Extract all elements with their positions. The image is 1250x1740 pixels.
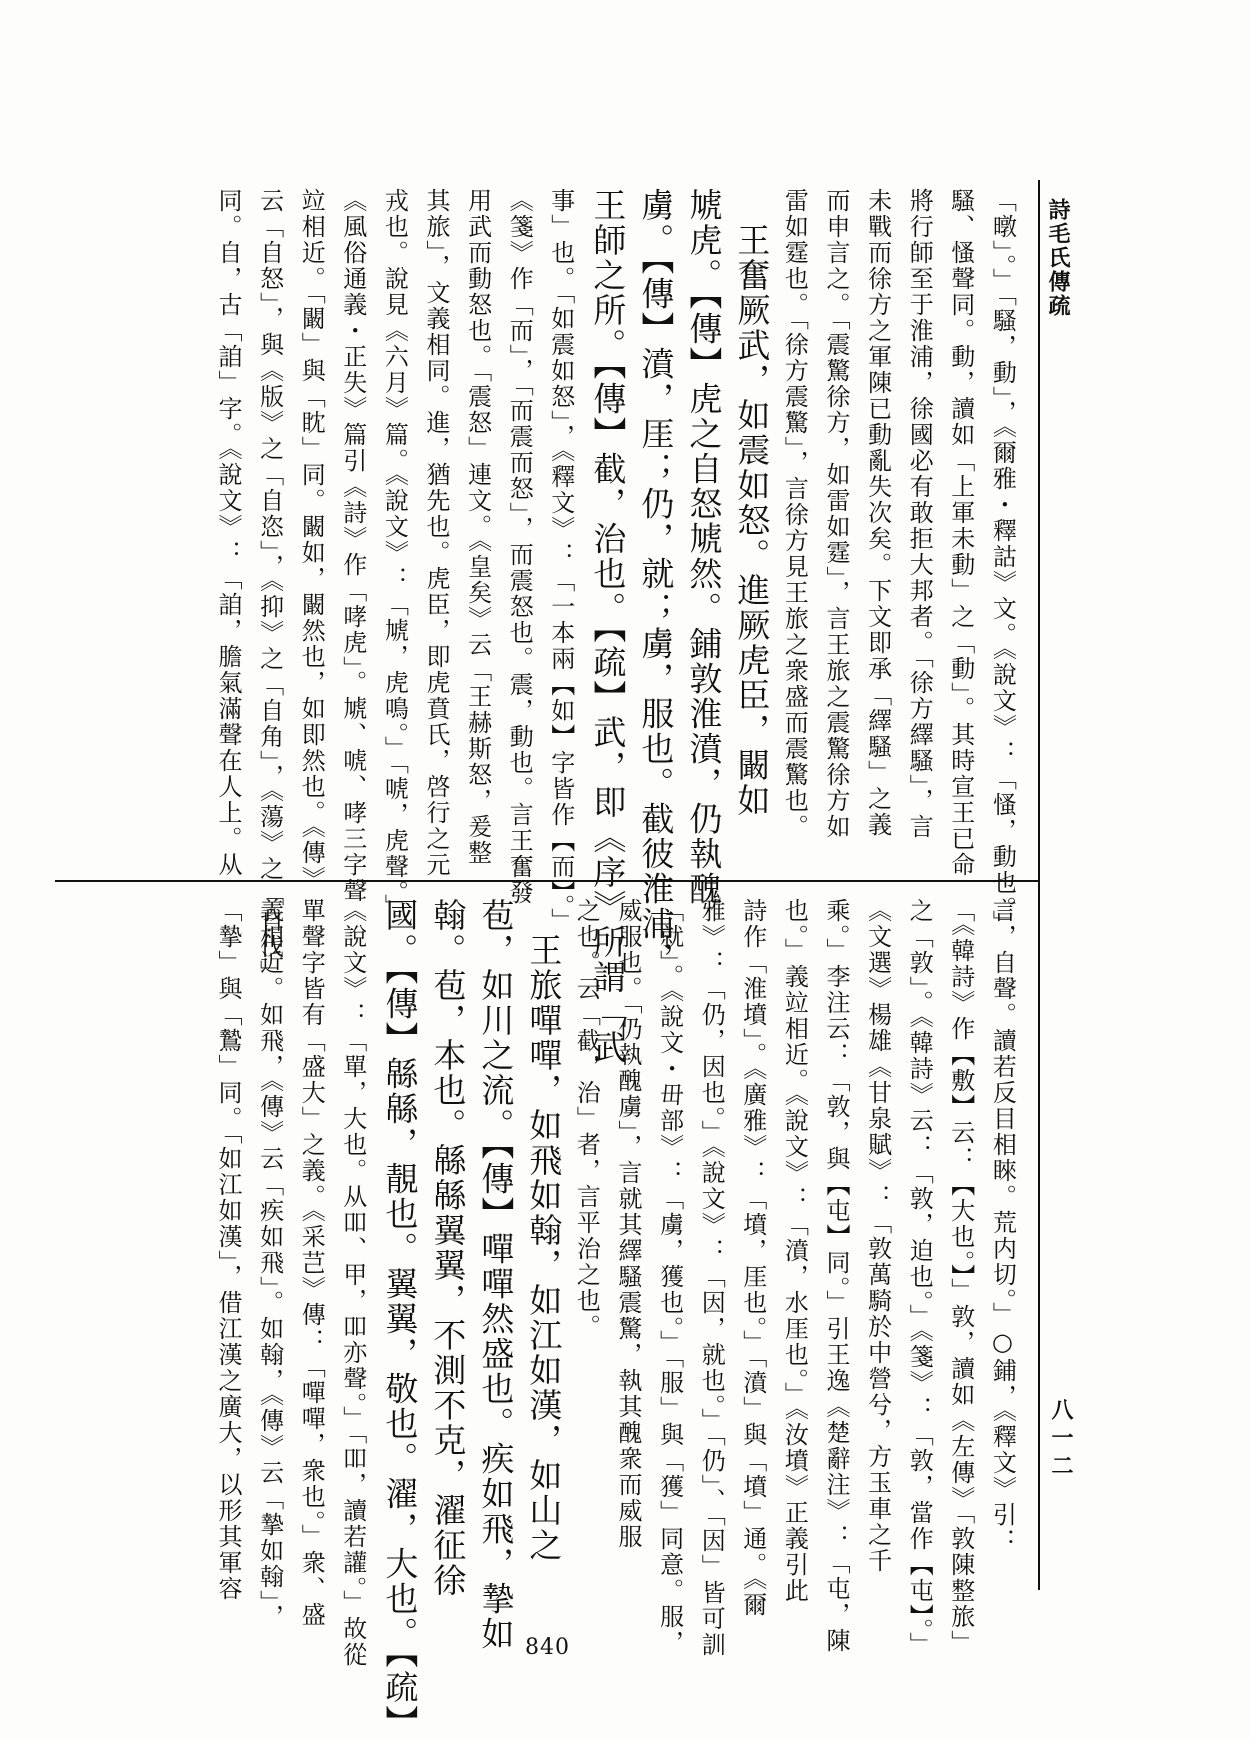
commentary-column: 「摯」與「鷙」同。「如江如漢」，借江漢之廣大，以形其軍容 <box>214 898 242 1602</box>
commentary-column: 詩作「淮墳」。《廣雅》：「墳，厓也。」「濆」與「墳」通。《爾 <box>738 898 767 1618</box>
commentary-column: 《文選》楊雄《甘泉賦》：「敦萬騎於中營兮，方玉車之千 <box>863 898 892 1574</box>
verse-column: 虜。【傳】濆，厓；仍，就；虜，服也。截彼淮浦， <box>636 188 676 977</box>
commentary-column: 之「敦」。《韓詩》云：「敦，迫也。」《箋》：「敦，當作【屯】。」 <box>905 898 934 1658</box>
verse-column: 王師之所。【傳】截，治也。【疏】武，即《序》所謂「武 <box>588 188 628 1065</box>
page-number: 840 <box>525 1635 570 1660</box>
commentary-column: 「就」。《說文・毌部》：「虜，獲也。」「服」與「獲」同意。服， <box>655 898 684 1656</box>
verse-column: 苞，如川之流。【傳】嘽嘽然盛也。疾如飛，摯如 <box>476 898 516 1652</box>
verse-column: 國。【傳】緜緜，靚也。翼翼，敬也。濯，大也。【疏】 <box>380 898 420 1740</box>
commentary-column: 雷如霆也。「徐方震驚」，言徐方見王旅之衆盛而震驚也。 <box>780 188 809 840</box>
verse-column: 翰。苞，本也。緜緜翼翼，不測不克，濯征徐 <box>428 898 468 1598</box>
header-rule <box>1038 180 1040 1590</box>
commentary-column: 其旅」，文義相同。進，猶先也。虎臣，即虎賁氏，啓行之元 <box>422 188 450 878</box>
commentary-column: 之也。云「截，治」者，言平治之也。 <box>572 898 601 1340</box>
verse-column: 王奮厥武，如震如怒。進厥虎臣，闞如 <box>732 188 772 818</box>
commentary-column: 《箋》作「而」，「而震而怒」，而震怒也。震，動也。言王奮發 <box>505 188 534 906</box>
commentary-column: 乘。」李注云：「敦，與【屯】同。」引王逸《楚辭注》：「屯，陳 <box>822 898 850 1654</box>
commentary-column: 「《韓詩》作【敷】云：【大也。】」敦，讀如《左傳》「敦陳整旅」 <box>946 898 975 1656</box>
commentary-column: 戎也。說見《六月》篇。《說文》：「虓，虎鳴。」「唬，虎聲。」 <box>380 188 409 920</box>
commentary-column: 用武而動怒也。「震怒」連文。《皇矣》云「王赫斯怒，爰整 <box>463 188 492 866</box>
commentary-column: 云「自怒」，與《版》之「自恣」，《抑》之「自角」，《蕩》之「自伐」 <box>255 188 284 986</box>
running-title: 詩毛氏傳疏 <box>1045 198 1071 318</box>
commentary-column: 而申言之。「震驚徐方，如雷如霆」，言王旅之震驚徐方如 <box>822 188 850 840</box>
commentary-column: 「暾」。」「騷，動」，《爾雅・釋詁》文。《說文》：「慅，動也。」 <box>988 188 1017 936</box>
commentary-column: 也。」義竝相近。《說文》：「濆，水厓也。」《汝墳》正義引此 <box>780 898 809 1604</box>
commentary-column: 竝相近。「闞」與「眈」同。闞如，闞然也，如即然也。《傳》 <box>297 188 326 892</box>
commentary-column: 將行師至于淮浦，徐國必有敢拒大邦者。「徐方繹騷」，言 <box>905 188 934 840</box>
commentary-column: 同。自，古「詯」字。《說文》：「詯，膽氣滿聲在人上。从 <box>214 188 242 878</box>
commentary-column: 《說文》：「單，大也。从吅、甲，吅亦聲。」「吅，讀若讙。」故從 <box>338 898 367 1668</box>
verse-column: 王旅嘽嘽，如飛如翰，如江如漢，如山之 <box>524 898 564 1563</box>
commentary-column: 騷、慅聲同。動，讀如「上軍未動」之「動」。其時宣王已命 <box>946 188 975 878</box>
commentary-column: 事」也。「如震如怒」，《釋文》：「一本兩【如】字皆作【而】。」 <box>546 188 575 934</box>
commentary-column: 雅》：「仍，因也。」《說文》：「因，就也。」「仍」、「因」皆可訓 <box>697 898 726 1658</box>
commentary-column: 義相近。如飛，《傳》云「疾如飛」。如翰，《傳》云「摯如翰」， <box>255 898 284 1630</box>
commentary-column: 單聲字皆有「盛大」之義。《采芑》傳：「嘽嘽，衆也。」衆、盛 <box>297 898 326 1628</box>
folio: 八一二 <box>1048 1398 1074 1482</box>
verse-column: 虓虎。【傳】虎之自怒虓然。鋪敦淮濆，仍執醜 <box>684 188 724 907</box>
commentary-column: 言，自聲。讀若反目相睞。荒内切。」○鋪，《釋文》引： <box>988 898 1017 1554</box>
commentary-column: 《風俗通義・正失》篇引《詩》作「哮虎」。虓、唬、哮三字聲 <box>338 188 367 904</box>
commentary-column: 威服也。「仍執醜虜」，言就其繹騷震驚，執其醜衆而威服 <box>614 898 642 1550</box>
commentary-column: 未戰而徐方之軍陳已動亂失次矣。下文即承「繹騷」之義 <box>863 188 892 838</box>
